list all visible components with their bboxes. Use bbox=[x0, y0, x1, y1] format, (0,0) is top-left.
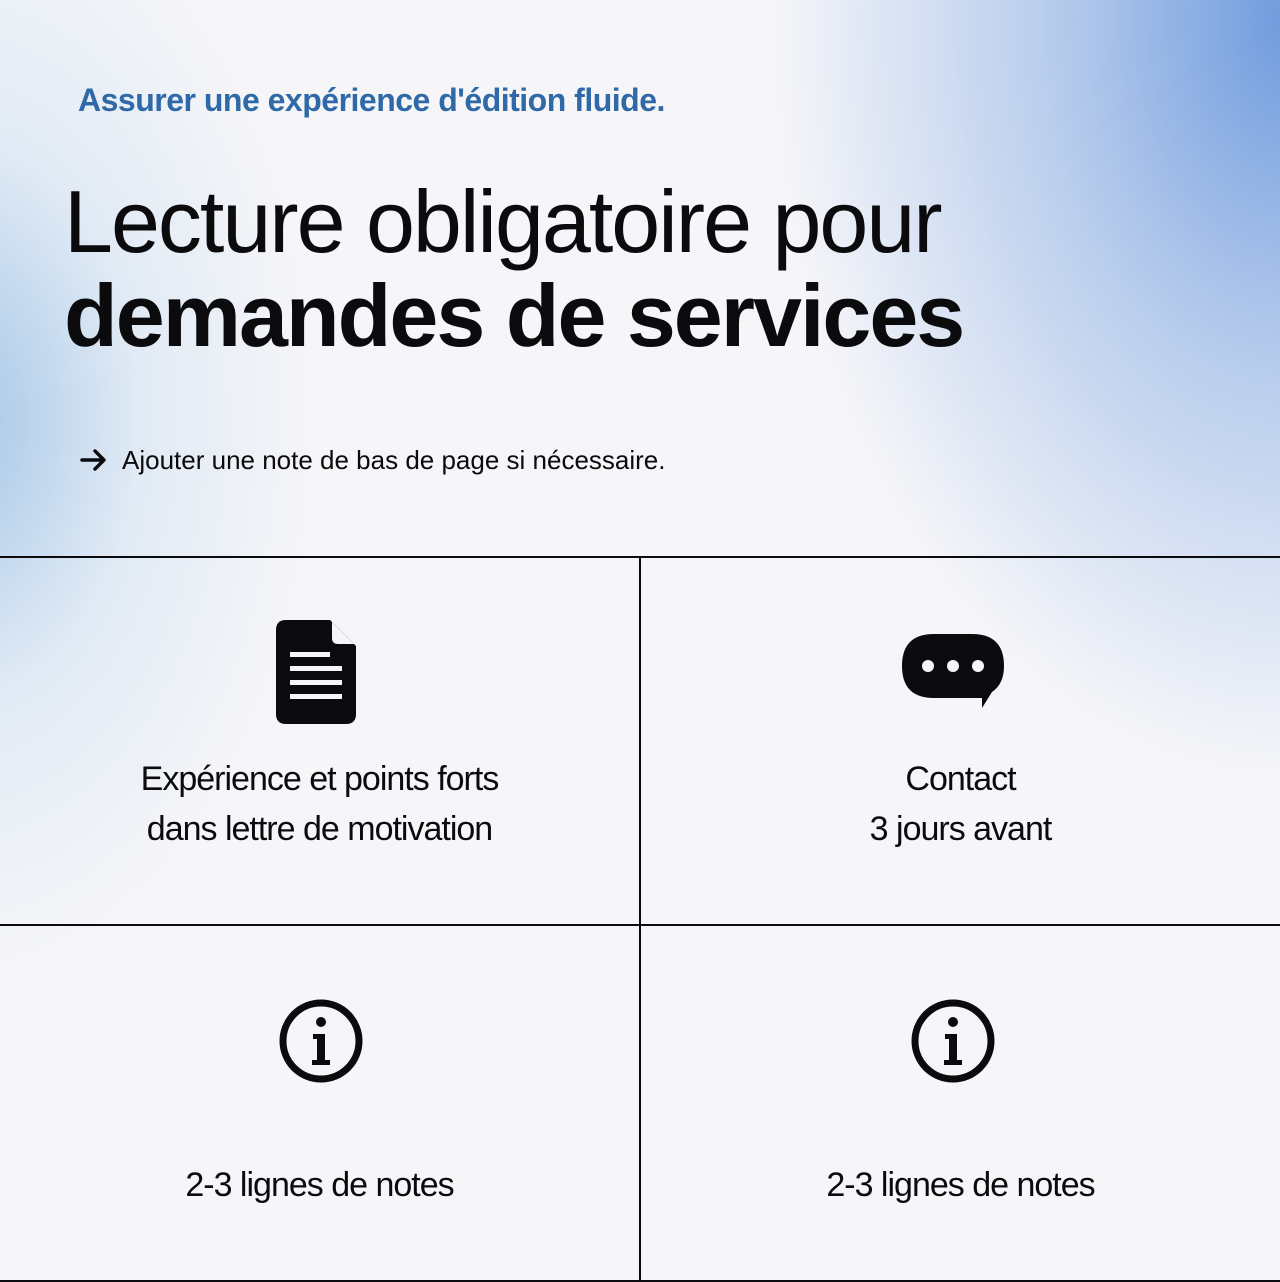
card-notes-1-text bbox=[0, 1160, 639, 1210]
footnote-text: Ajouter une note de bas de page si nécessaire. bbox=[122, 444, 666, 475]
card-contact-line2: 3 jours avant bbox=[869, 810, 1052, 848]
card-contact-line1: Contact bbox=[905, 760, 1016, 798]
card-experience-line2: dans lettre de motivation bbox=[146, 810, 493, 848]
info-icon bbox=[278, 998, 364, 1084]
card-experience-line1: Expérience et points forts bbox=[140, 760, 499, 798]
page-title-line1: Lecture obligatoire pour bbox=[64, 172, 941, 271]
footnote bbox=[78, 444, 666, 476]
arrow-right-icon bbox=[78, 444, 110, 476]
card-notes-2 bbox=[641, 926, 1280, 1282]
card-contact-text bbox=[641, 754, 1280, 854]
page-title-line2: demandes de services bbox=[64, 266, 964, 365]
card-notes-2-text bbox=[641, 1160, 1280, 1210]
info-grid bbox=[0, 556, 1280, 1280]
chat-bubble-icon bbox=[902, 634, 1004, 708]
card-experience-text bbox=[0, 754, 639, 854]
card-experience bbox=[0, 558, 641, 926]
card-notes-1-line1: 2-3 lignes de notes bbox=[185, 1166, 454, 1204]
card-notes-2-line1: 2-3 lignes de notes bbox=[826, 1166, 1095, 1204]
info-icon bbox=[910, 998, 996, 1084]
card-contact bbox=[641, 558, 1280, 926]
eyebrow-text: Assurer une expérience d'édition fluide. bbox=[78, 82, 665, 118]
card-notes-1 bbox=[0, 926, 641, 1282]
document-icon bbox=[276, 620, 358, 724]
